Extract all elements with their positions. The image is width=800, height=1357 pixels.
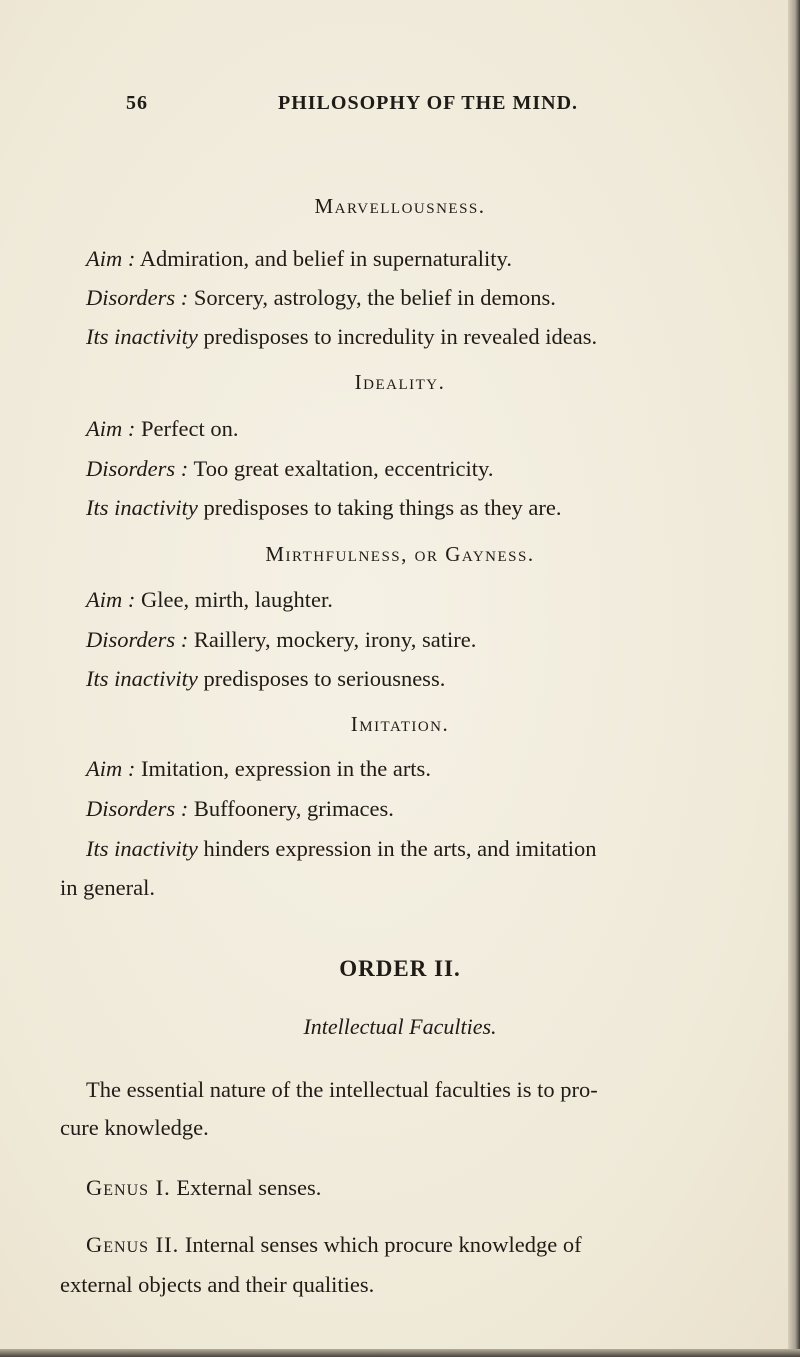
inactivity-label: Its inactivity [86,495,198,520]
genus-label: Genus II. [86,1232,180,1257]
page-number: 56 [126,92,148,114]
order-subtitle: Intellectual Faculties. [303,1014,497,1039]
disorders-line [86,285,556,311]
inactivity-line [86,666,445,692]
disorders-text: Sorcery, astrology, the belief in demons. [188,285,556,310]
aim-line [86,416,238,442]
aim-label: Aim : [86,587,136,612]
disorders-label: Disorders : [86,456,189,481]
disorders-label: Disorders : [86,627,189,652]
section-title-marvellousness: Marvellousness. [314,194,486,218]
genus-text: Internal senses which procure knowledge of [179,1232,582,1257]
disorders-line [86,627,476,653]
section-title-imitation: Imitation. [350,712,450,736]
inactivity-text: predisposes to taking things as they are. [197,495,562,520]
disorders-text: Raillery, mockery, irony, satire. [188,627,477,652]
inactivity-label: Its inactivity [86,324,198,349]
genus-continuation: external objects and their qualities. [60,1272,375,1297]
genus-line [86,1175,321,1201]
inactivity-label: Its inactivity [86,666,198,691]
inactivity-text: hinders expression in the arts, and imitation [197,836,597,861]
disorders-line [86,456,493,482]
aim-text: Admiration, and belief in supernaturality. [135,246,512,271]
section-title-mirthfulness: Mirthfulness, or Gayness. [265,542,535,566]
disorders-label: Disorders : [86,796,189,821]
aim-label: Aim : [86,756,136,781]
running-title: PHILOSOPHY OF THE MIND. [278,92,579,114]
disorders-text: Buffoonery, grimaces. [188,796,394,821]
inactivity-text: predisposes to incredulity in revealed ideas. [197,324,598,349]
aim-line [86,587,333,613]
inactivity-line [86,495,562,521]
disorders-text: Too great exaltation, eccentricity. [188,456,494,481]
aim-text: Glee, mirth, laughter. [135,587,333,612]
disorders-line [86,796,394,822]
aim-text: Imitation, expression in the arts. [135,756,431,781]
aim-line [86,756,431,782]
disorders-label: Disorders : [86,285,189,310]
aim-label: Aim : [86,416,136,441]
inactivity-label: Its inactivity [86,836,198,861]
order-intro-continuation: cure knowledge. [60,1115,209,1140]
genus-line [86,1232,582,1258]
inactivity-line [86,324,597,350]
inactivity-line [86,836,597,862]
order-intro-line: The essential nature of the intellectual faculties is to pro- [86,1077,598,1102]
page-edge-bottom [0,1349,800,1357]
inactivity-continuation: in general. [60,875,155,900]
aim-text: Perfect on. [135,416,239,441]
genus-label: Genus I. [86,1175,171,1200]
aim-line [86,246,512,272]
inactivity-text: predisposes to seriousness. [197,666,446,691]
section-title-ideality: Ideality. [354,370,446,394]
order-title: ORDER II. [339,956,461,981]
genus-text: External senses. [170,1175,322,1200]
aim-label: Aim : [86,246,136,271]
